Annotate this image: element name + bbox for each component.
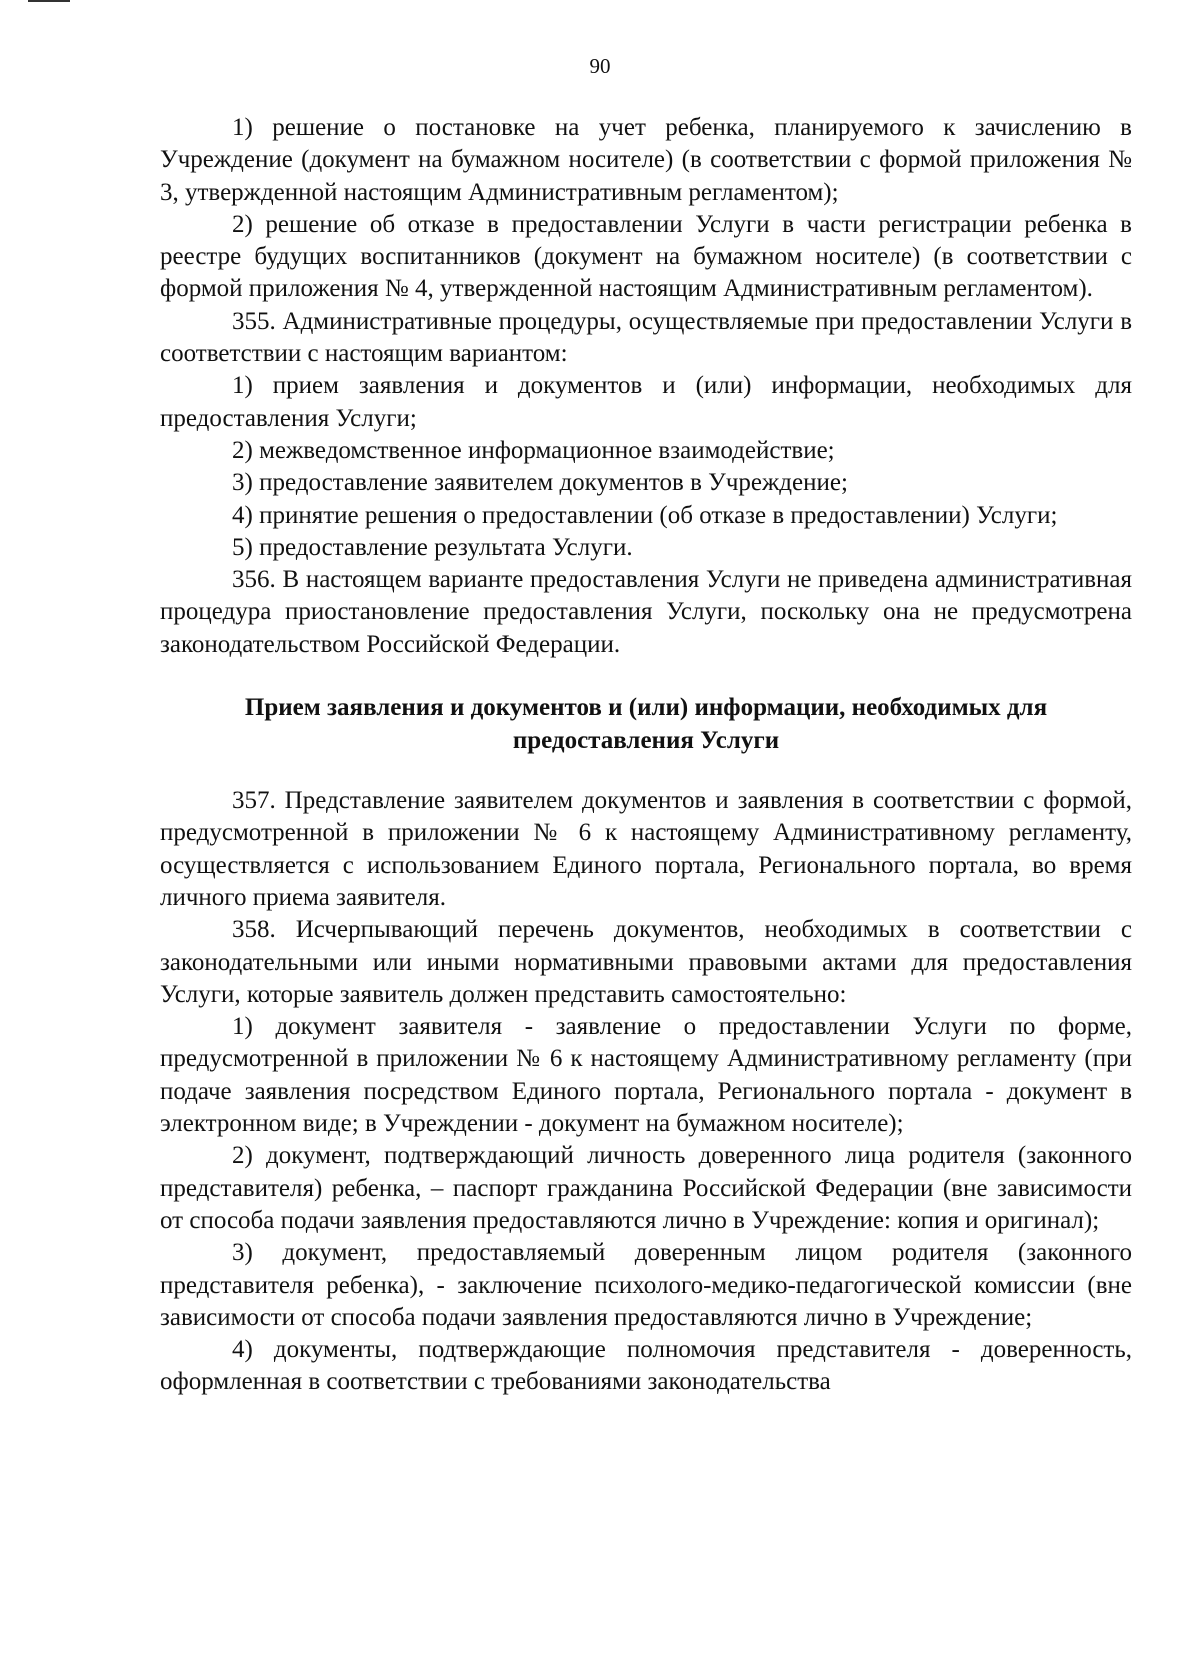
scan-corner-mark	[28, 0, 70, 2]
paragraph: 356. В настоящем варианте предоставления Услуги не приведена административная процедура приостановление предоставления Услуги, поскольку она не предусмотрена законодательством Российской Федерации.	[160, 566, 1132, 658]
paragraph: 1) прием заявления и документов и (или) информации, необходимых для предоставления Услуги;	[160, 372, 1132, 432]
paragraph: 1) решение о постановке на учет ребенка, планируемого к зачислению в Учреждение (документ на бумажном носителе) (в соответствии с формой приложения № 3, утвержденной настоящим Административным регламентом);	[160, 114, 1132, 206]
paragraph: 2) документ, подтверждающий личность доверенного лица родителя (законного представителя) ребенка, – паспорт гражданина Российской Федерации (вне зависимости от способа подачи заявления предоставляются лично в Учреждение: копия и оригинал);	[160, 1142, 1132, 1234]
paragraph: 3) предоставление заявителем документов в Учреждение;	[232, 469, 848, 497]
paragraph: 2) решение об отказе в предоставлении Услуги в части регистрации ребенка в реестре будущих воспитанников (документ на бумажном носителе) (в соответствии с формой приложения № 4, утвержденной настоящим Административным регламентом).	[160, 210, 1132, 303]
document-body	[160, 112, 1132, 1399]
page-number: 90	[589, 54, 611, 78]
section-heading-line: предоставления Услуги	[512, 727, 780, 755]
section-heading-line: Прием заявления и документов и (или) информации, необходимых для	[244, 694, 1048, 722]
paragraph: 4) документы, подтверждающие полномочия представителя - доверенность, оформленная в соответствии с требованиями законодательства	[160, 1336, 1132, 1396]
paragraph: 5) предоставление результата Услуги.	[232, 533, 633, 561]
paragraph: 4) принятие решения о предоставлении (об отказе в предоставлении) Услуги;	[232, 501, 1058, 529]
paragraph: 3) документ, предоставляемый доверенным лицом родителя (законного представителя ребенка), - заключение психолого-медико-педагогической комиссии (вне зависимости от способа подачи заявления предоставляются лично в Учреждение;	[160, 1239, 1132, 1331]
paragraph: 357. Представление заявителем документов и заявления в соответствии с формой, предусмотренной в приложении № 6 к настоящему Административному регламенту, осуществляется с использованием Единого портала, Регионального портала, во время личного приема заявителя.	[160, 787, 1132, 911]
paragraph: 2) межведомственное информационное взаимодействие;	[232, 436, 835, 464]
section-heading	[160, 691, 1132, 757]
paragraph: 355. Административные процедуры, осуществляемые при предоставлении Услуги в соответствии с настоящим вариантом:	[160, 307, 1132, 368]
paragraph: 358. Исчерпывающий перечень документов, необходимых в соответствии с законодательными или иными нормативными правовыми актами для предоставления Услуги, которые заявитель должен представить самостоятельно:	[160, 916, 1132, 1008]
paragraph: 1) документ заявителя - заявление о предоставлении Услуги по форме, предусмотренной в приложении № 6 к настоящему Административному регламенту (при подаче заявления посредством Единого портала, Регионального портала - документ в электронном виде; в Учреждении - документ на бумажном носителе);	[160, 1013, 1132, 1138]
